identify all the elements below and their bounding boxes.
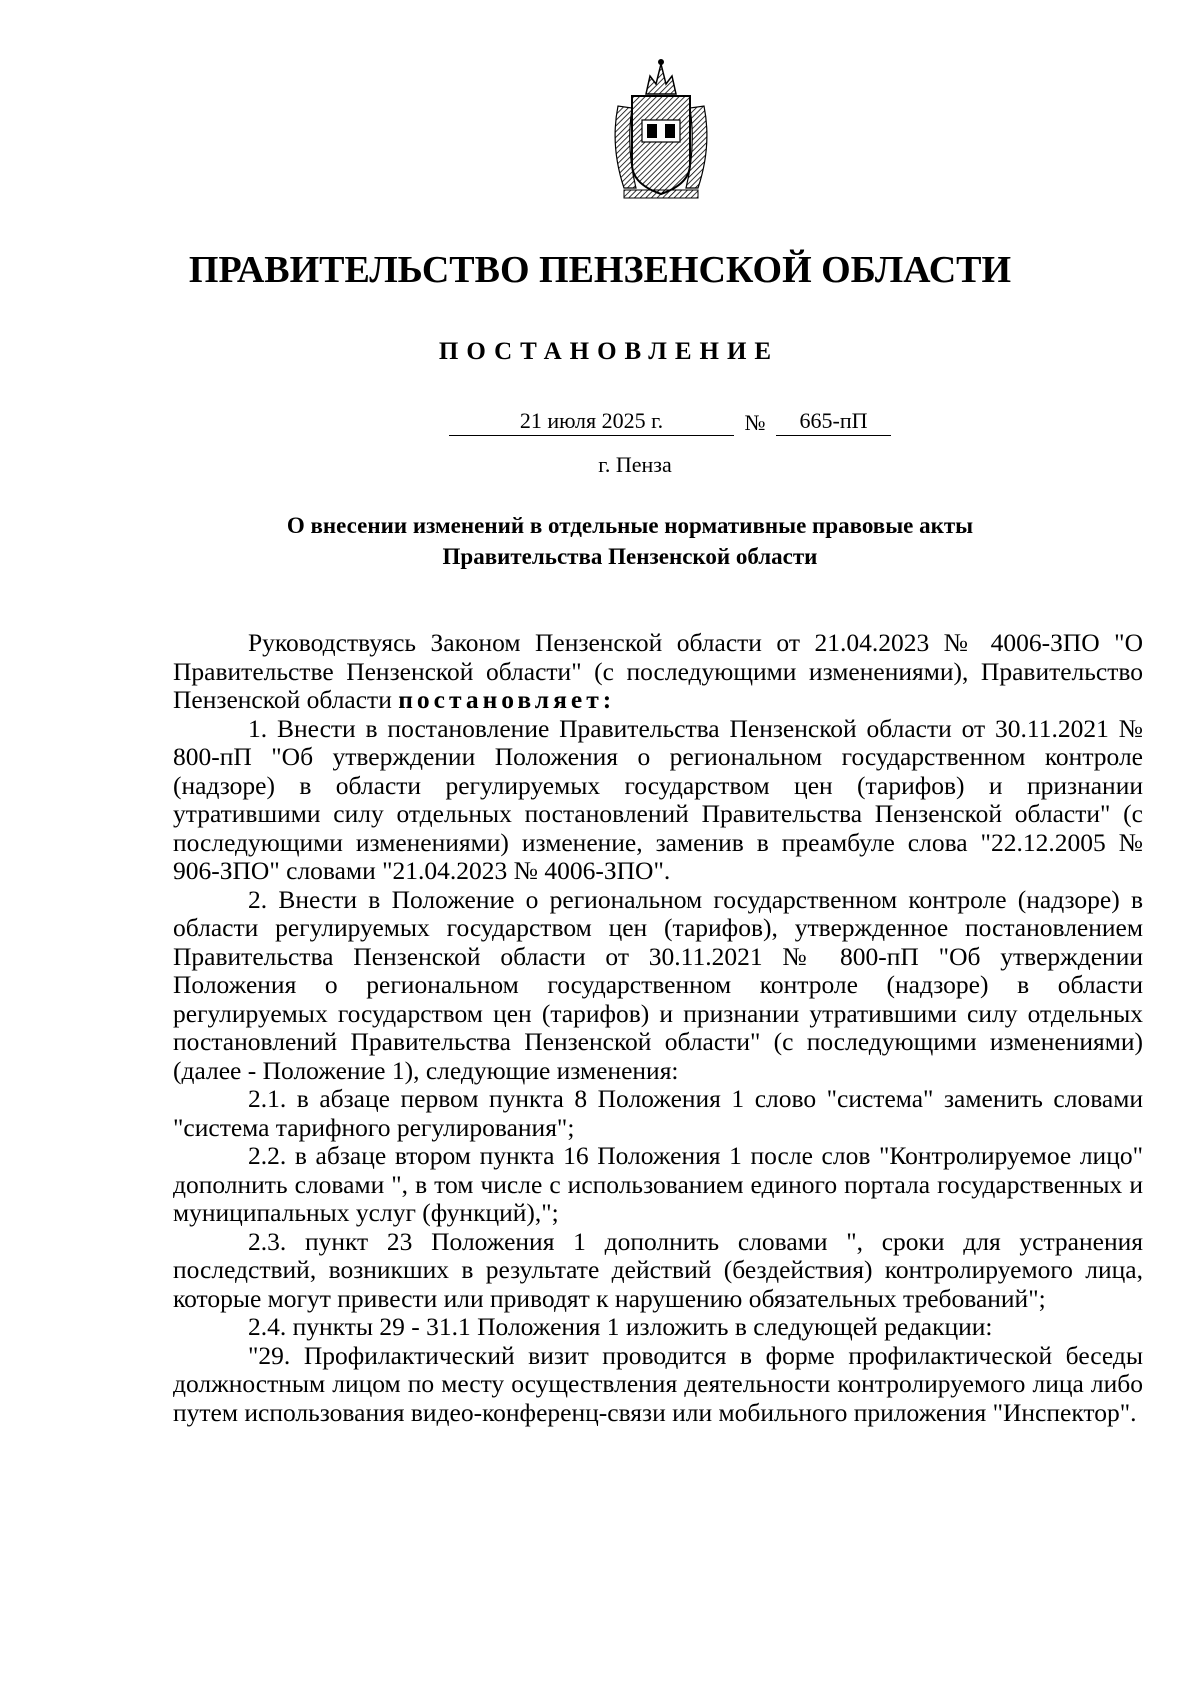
document-number: 665-пП: [776, 408, 891, 436]
coat-of-arms-emblem: [606, 56, 716, 206]
document-title-line-1: О внесении изменений в отдельные нормативные правовые акты: [286, 513, 974, 538]
document-date: 21 июля 2025 г.: [449, 408, 734, 436]
paragraph-2-3: 2.3. пункт 23 Положения 1 дополнить словами ", сроки для устранения последствий, возникших в результате действий (бездействия) контролируемого лица, которые могут привести или приводят к нарушению обязательных требований";: [173, 1226, 1143, 1313]
preamble-verb: постановляет:: [398, 685, 616, 714]
paragraph-29: "29. Профилактический визит проводится в форме профилактической беседы должностным лицом по месту осуществления деятельности контролируемого лица либо путем использования видео-конференц-связи или мобильного приложения "Инспектор".: [173, 1340, 1143, 1427]
paragraph-2-4: 2.4. пункты 29 - 31.1 Положения 1 изложить в следующей редакции:: [248, 1312, 993, 1341]
paragraph-2: 2. Внести в Положение о региональном государственном контроле (надзоре) в области регулируемых государством цен (тарифов), утвержденное постановлением Правительства Пензенской области от 30.11.2021 № 800-пП "Об утверждении Положения о региональном государственном контроле (надзоре) в области регулируемых государством цен (тарифов) и признании утратившими силу отдельных постановлений Правительства Пензенской области" (с последующими изменениями) (далее - Положение 1), следующие изменения:: [173, 884, 1143, 1085]
paragraph-2-1: 2.1. в абзаце первом пункта 8 Положения 1 слово "система" заменить словами "система тарифного регулирования";: [173, 1084, 1143, 1142]
paragraph-1: 1. Внести в постановление Правительства Пензенской области от 30.11.2021 № 800-пП "Об утверждении Положения о региональном государственном контроле (надзоре) в области регулируемых государством цен (тарифов) и признании утратившими силу отдельных постановлений Правительства Пензенской области" (с последующими изменениями) изменение, заменив в преамбуле слова "22.12.2005 № 906-ЗПО" словами "21.04.2023 № 4006-ЗПО".: [173, 713, 1143, 885]
preamble-paragraph: [173, 629, 1143, 715]
city: г. Пенза: [598, 452, 672, 477]
organization-name: ПРАВИТЕЛЬСТВО ПЕНЗЕНСКОЙ ОБЛАСТИ: [188, 249, 1012, 291]
date-number-line: [449, 408, 891, 436]
document-title-line-2: Правительства Пензенской области: [442, 544, 818, 569]
document-body: [173, 629, 1143, 1427]
paragraph-2-2: 2.2. в абзаце втором пункта 16 Положения 1 после слов "Контролируемое лицо" дополнить словами ", в том числе с использованием единого портала государственных и муниципальных услуг (функций),";: [173, 1141, 1143, 1227]
preamble-text: Руководствуясь Законом Пензенской области от 21.04.2023 № 4006-ЗПО "О Правительстве Пензенской области" (с последующими изменениями), Правительство Пензенской области: [173, 628, 1143, 714]
document-type: ПОСТАНОВЛЕНИЕ: [438, 338, 780, 365]
document-title: [170, 510, 1090, 572]
number-sign: №: [744, 410, 766, 435]
